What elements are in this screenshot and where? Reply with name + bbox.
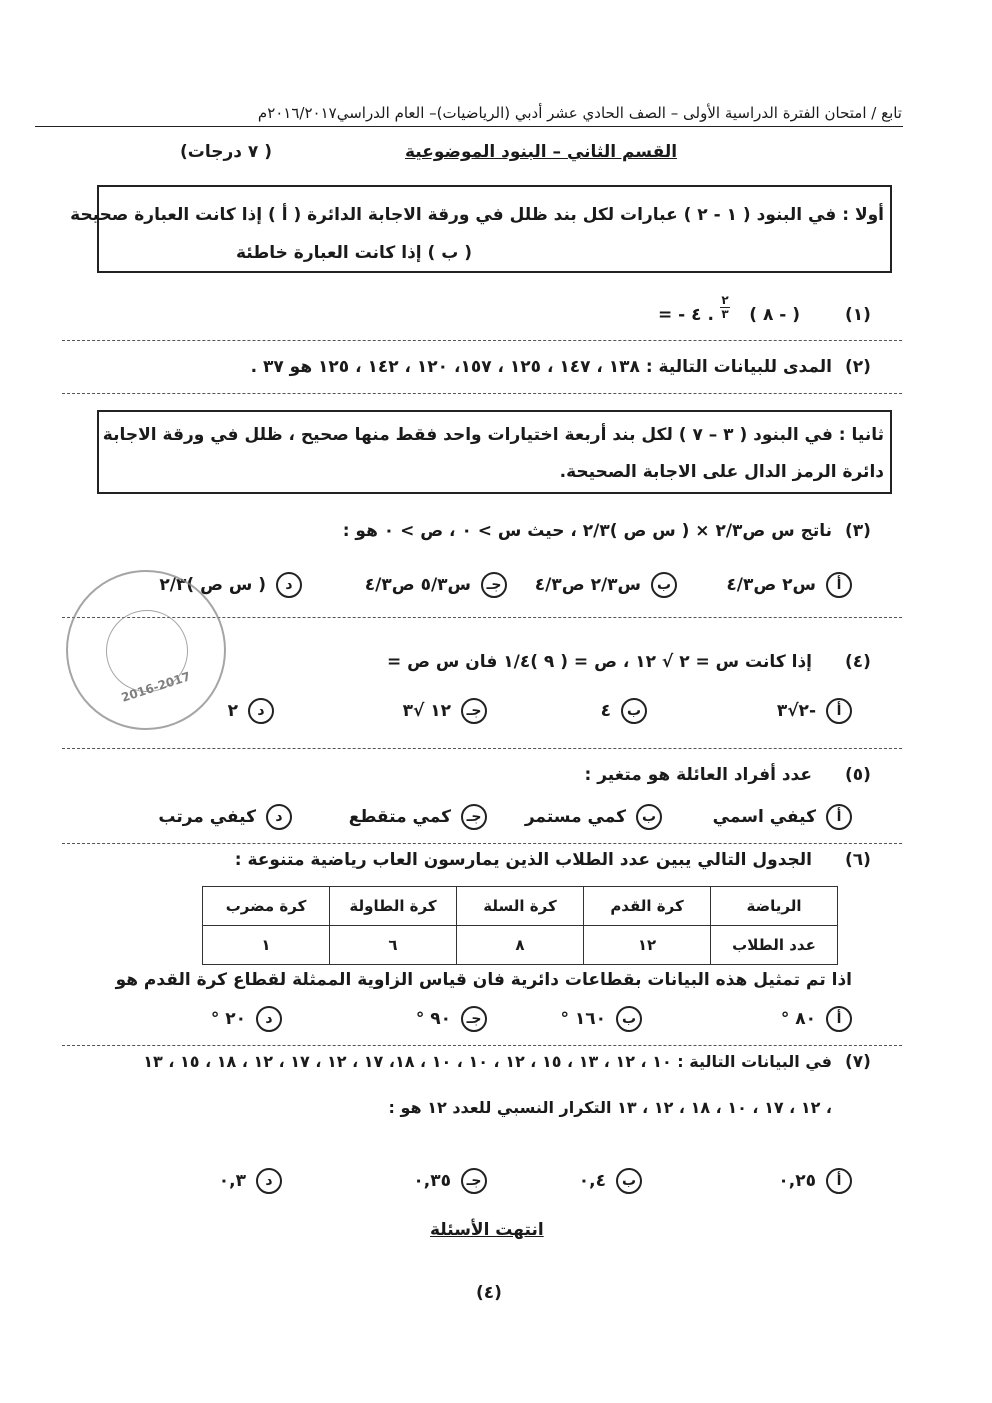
option-letter: جـ <box>461 698 487 724</box>
divider <box>62 340 902 341</box>
option-letter: ب <box>616 1006 642 1032</box>
option-text: س٢ ص٤/٣ <box>726 575 816 595</box>
divider <box>62 748 902 749</box>
option-text: ١٦٠ ° <box>560 1009 606 1029</box>
option-letter: ب <box>636 804 662 830</box>
q7-text: في البيانات التالية : ١٠ ، ١٢ ، ١٣ ، ١٥ ، ١٢ ، ١٠ ، ١٠ ، ١٨، ١٧ ، ١٢ ، ١٧ ، ١٢ ، ١٨ ، ١٥ ، ١٣ <box>143 1052 832 1071</box>
option-text: س٢/٣ ص٤/٣ <box>534 575 641 595</box>
option-letter: د <box>248 698 274 724</box>
option-text: -٢√٣ <box>776 701 816 721</box>
q3-option-b[interactable] <box>535 572 677 598</box>
header-line: تابع / امتحان الفترة الدراسية الأولى – الصف الحادي عشر أدبي (الرياضيات)– العام الدراسي٢٠١٦/٢٠١٧م <box>257 104 902 122</box>
option-text: كمي متقطع <box>348 807 451 827</box>
option-text: ٢٠ ° <box>210 1009 246 1029</box>
option-letter: أ <box>826 1006 852 1032</box>
option-letter: جـ <box>461 1006 487 1032</box>
q7-text-2: ، ١٢ ، ١٧ ، ١٠ ، ١٨ ، ١٢ ، ١٣ التكرار النسبي للعدد ١٢ هو : <box>388 1098 832 1117</box>
option-text: ٤ <box>600 701 611 721</box>
q4-option-b[interactable] <box>601 698 647 724</box>
part2-instruction-2: دائرة الرمز الدال على الاجابة الصحيحة. <box>559 462 884 482</box>
option-letter: جـ <box>461 804 487 830</box>
q1-number: (١) <box>845 305 871 325</box>
official-stamp <box>66 570 226 730</box>
q1-base: ( - ٨ ) <box>749 305 800 325</box>
table-cell: عدد الطلاب <box>711 926 838 965</box>
q5-option-c[interactable] <box>349 804 487 830</box>
option-text: ٩٠ ° <box>415 1009 451 1029</box>
q7-option-d[interactable] <box>219 1168 282 1194</box>
q6-number: (٦) <box>845 850 871 870</box>
q5-option-d[interactable] <box>158 804 292 830</box>
q6-option-b[interactable] <box>560 1006 642 1032</box>
q6-option-d[interactable] <box>211 1006 282 1032</box>
option-letter: د <box>266 804 292 830</box>
table-cell: كرة الطاولة <box>330 887 457 926</box>
section-grade: ( ٧ درجات) <box>180 142 273 162</box>
q4-option-a[interactable] <box>777 698 852 724</box>
table-row <box>203 926 838 965</box>
q7-number: (٧) <box>845 1052 871 1072</box>
page-number: (٤) <box>476 1283 502 1303</box>
q5-text: عدد أفراد العائلة هو متغير : <box>584 765 812 785</box>
part2-instruction: ثانيا : في البنود ( ٣ – ٧ ) لكل بند أربعة اختيارات واحد فقط منها صحيح ، ظلل في ورقة الاجابة <box>102 425 884 445</box>
q4-number: (٤) <box>845 652 871 672</box>
divider <box>62 1045 902 1046</box>
option-text: ١٢ √٣ <box>402 701 451 721</box>
option-text: ٠,٣٥ <box>413 1171 451 1191</box>
divider <box>62 843 902 844</box>
q7-option-c[interactable] <box>413 1168 487 1194</box>
q4-option-c[interactable] <box>403 698 487 724</box>
q3-number: (٣) <box>845 521 871 541</box>
option-text: ٠,٢٥ <box>778 1171 816 1191</box>
option-text: ٨٠ ° <box>780 1009 816 1029</box>
option-letter: د <box>256 1168 282 1194</box>
option-letter: ب <box>621 698 647 724</box>
option-text: ( س ص )٢/٣ <box>159 575 266 595</box>
stamp-year: 2016-2017 <box>119 669 193 705</box>
option-text: كيفي اسمي <box>712 807 816 827</box>
q4-text: إذا كانت س = ٢ √ ١٢ ، ص = ( ٩ )١/٤ فان س ص = <box>386 652 812 672</box>
option-text: كيفي مرتب <box>158 807 256 827</box>
table-cell: كرة السلة <box>457 887 584 926</box>
header-rule <box>35 126 903 127</box>
q3-text: ناتج س ص٢/٣ × ( س ص )٢/٣ ، حيث س > ٠ ، ص > ٠ هو : <box>342 521 832 541</box>
q6-question: اذا تم تمثيل هذه البيانات بقطاعات دائرية فان قياس الزاوية الممثلة لقطاع كرة القدم هو <box>115 970 852 990</box>
option-letter: أ <box>826 1168 852 1194</box>
q6-option-c[interactable] <box>416 1006 487 1032</box>
q6-option-a[interactable] <box>781 1006 852 1032</box>
table-cell: ٨ <box>457 926 584 965</box>
option-text: ٠,٣ <box>218 1171 246 1191</box>
end-of-questions: انتهت الأسئلة <box>430 1220 544 1240</box>
option-text: ٢ <box>227 701 238 721</box>
option-letter: أ <box>826 572 852 598</box>
table-cell: الرياضة <box>711 887 838 926</box>
part1-instruction-2: ( ب ) إذا كانت العبارة خاطئة <box>235 243 472 263</box>
q4-option-d[interactable] <box>228 698 274 724</box>
q2-number: (٢) <box>845 357 871 377</box>
sports-table <box>202 886 838 965</box>
table-header-row <box>203 887 838 926</box>
q2-text: المدى للبيانات التالية : ١٣٨ ، ١٤٧ ، ١٢٥ ، ١٥٧، ١٢٠ ، ١٤٢ ، ١٢٥ هو ٣٧ . <box>250 357 832 377</box>
q5-option-a[interactable] <box>713 804 852 830</box>
section-title: القسم الثاني – البنود الموضوعية <box>405 142 678 162</box>
part1-instruction: أولا : في البنود ( ١ - ٢ ) عبارات لكل بند ظلل في ورقة الاجابة الدائرة ( أ ) إذا كانت العبارة صحيحة <box>70 205 884 225</box>
q5-option-b[interactable] <box>525 804 662 830</box>
part1-instruction-box <box>97 185 892 273</box>
option-letter: ب <box>616 1168 642 1194</box>
option-letter: جـ <box>461 1168 487 1194</box>
option-letter: د <box>276 572 302 598</box>
table-cell: ١٢ <box>584 926 711 965</box>
table-cell: ١ <box>203 926 330 965</box>
q5-number: (٥) <box>845 765 871 785</box>
option-letter: أ <box>826 698 852 724</box>
q6-text: الجدول التالي يبين عدد الطلاب الذين يمارسون العاب رياضية متنوعة : <box>234 850 812 870</box>
table-cell: ٦ <box>330 926 457 965</box>
q1-exponent: ٢ ٣ <box>721 293 729 321</box>
table-cell: كرة مضرب <box>203 887 330 926</box>
option-text: ٠,٤ <box>578 1171 606 1191</box>
option-letter: د <box>256 1006 282 1032</box>
option-text: كمي مستمر <box>524 807 626 827</box>
divider <box>62 393 902 394</box>
option-letter: جـ <box>481 572 507 598</box>
q3-option-c[interactable] <box>365 572 507 598</box>
option-letter: أ <box>826 804 852 830</box>
option-text: س٥/٣ ص٤/٣ <box>364 575 471 595</box>
q7-option-b[interactable] <box>579 1168 642 1194</box>
q3-option-a[interactable] <box>726 572 852 598</box>
table-cell: كرة القدم <box>584 887 711 926</box>
q7-option-a[interactable] <box>778 1168 852 1194</box>
option-letter: ب <box>651 572 677 598</box>
q1-result: = - ٤ . <box>658 305 714 325</box>
